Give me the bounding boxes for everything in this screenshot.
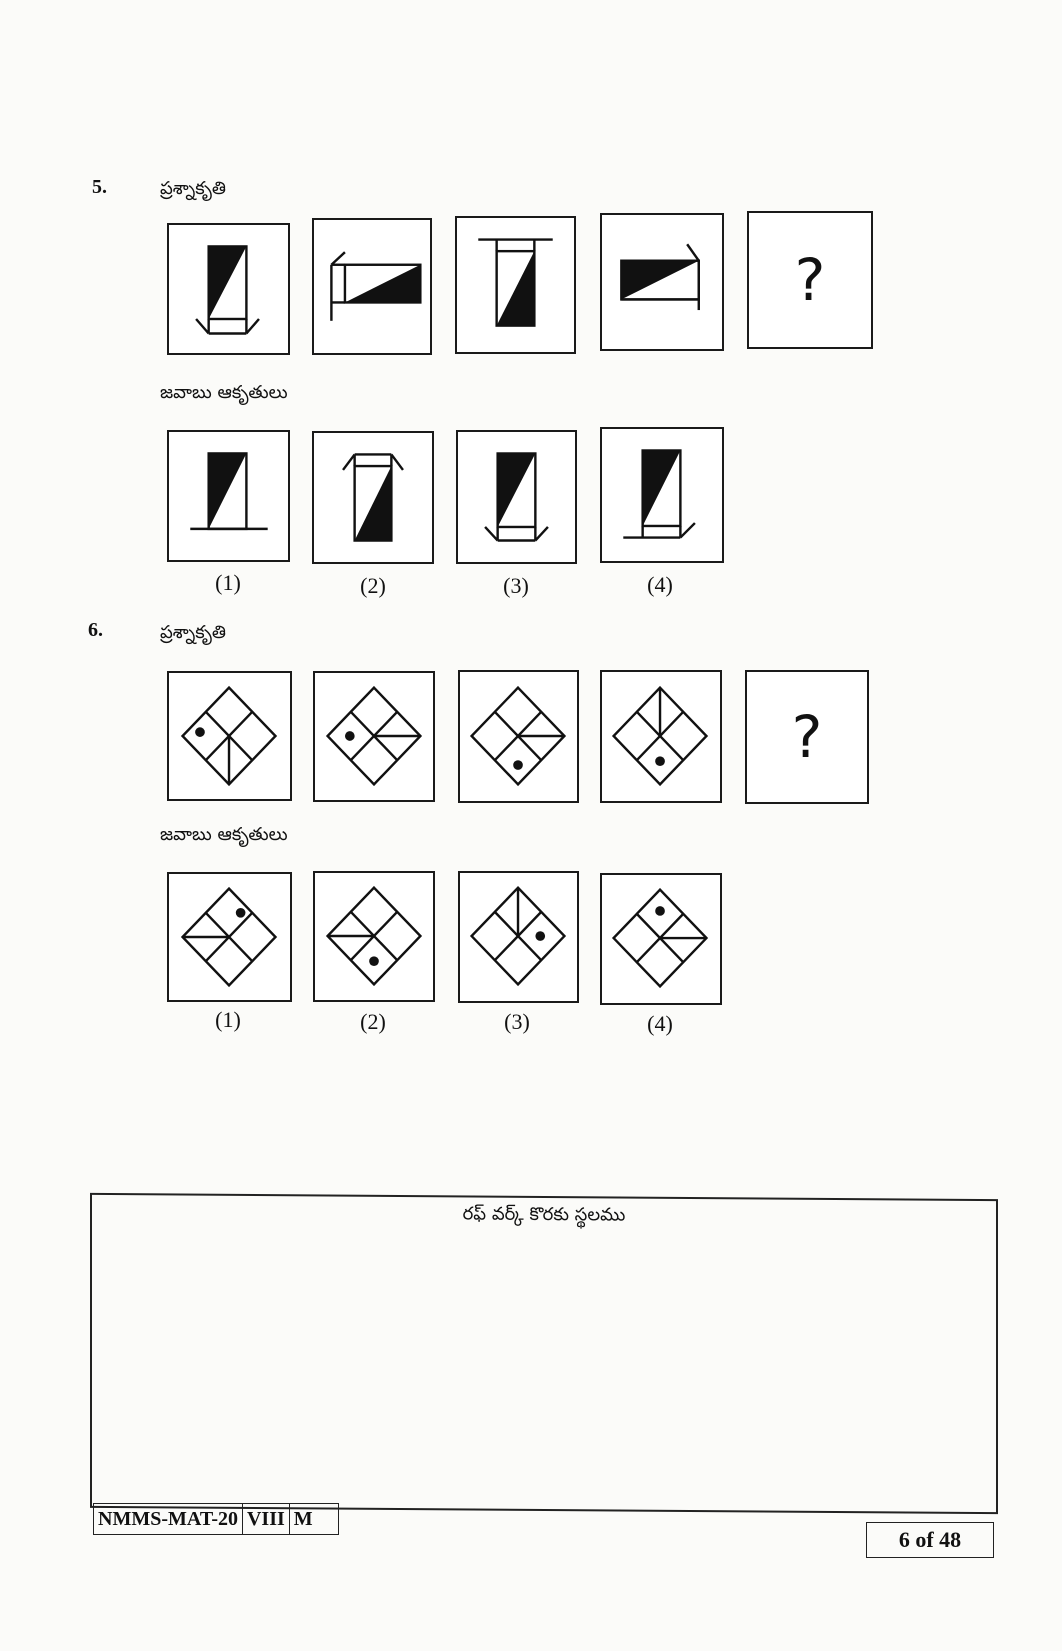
q5-answer-figure-2[interactable] bbox=[312, 431, 434, 564]
q5-option-1-label: (1) bbox=[215, 570, 241, 595]
q6-answer-figure-3[interactable] bbox=[458, 871, 579, 1003]
q5-problem-figure-2 bbox=[312, 218, 432, 355]
q5-problem-figure-1 bbox=[167, 223, 290, 355]
q6-question-mark-box bbox=[745, 670, 869, 804]
rough-work-area bbox=[90, 1193, 998, 1514]
question-6-answer-label: జవాబు ఆకృతులు bbox=[160, 824, 288, 845]
paper-code: NMMS-MAT-20 bbox=[94, 1504, 243, 1535]
q6-option-4-label: (4) bbox=[647, 1011, 673, 1036]
question-5-answer-label: జవాబు ఆకృతులు bbox=[160, 382, 288, 403]
page-number: 6 of 48 bbox=[866, 1522, 994, 1558]
paper-code-table bbox=[93, 1503, 339, 1535]
q5-answer-figure-3[interactable] bbox=[456, 430, 577, 564]
q5-answer-figure-4[interactable] bbox=[600, 427, 724, 563]
q6-problem-figure-4 bbox=[600, 670, 722, 803]
q5-option-2-label: (2) bbox=[360, 573, 386, 598]
q5-question-mark-box bbox=[747, 211, 873, 349]
q6-option-2-label: (2) bbox=[360, 1009, 386, 1034]
q6-answer-figure-1[interactable] bbox=[167, 872, 292, 1002]
question-6-number: 6. bbox=[88, 619, 103, 641]
q6-answer-figure-2[interactable] bbox=[313, 871, 435, 1002]
rough-work-title: రఫ్ వర్క్ కొరకు స్థలము bbox=[462, 1203, 626, 1226]
q5-answer-figure-1[interactable] bbox=[167, 430, 290, 562]
q6-answer-figure-4[interactable] bbox=[600, 873, 722, 1005]
question-6-problem-label: ప్రశ్నాకృతి bbox=[160, 622, 226, 643]
q5-option-3-label: (3) bbox=[503, 573, 529, 598]
q6-option-1-label: (1) bbox=[215, 1007, 241, 1032]
q6-problem-figure-1 bbox=[167, 671, 292, 801]
q5-problem-figure-4 bbox=[600, 213, 724, 351]
q5-problem-figure-3 bbox=[455, 216, 576, 354]
question-mark: ? bbox=[791, 703, 823, 771]
q5-option-4-label: (4) bbox=[647, 572, 673, 597]
q6-problem-figure-3 bbox=[458, 670, 579, 803]
class-code: VIII bbox=[242, 1504, 289, 1535]
question-mark: ? bbox=[794, 246, 826, 314]
q6-option-3-label: (3) bbox=[504, 1009, 530, 1034]
question-5-number: 5. bbox=[92, 176, 107, 198]
question-5-problem-label: ప్రశ్నాకృతి bbox=[160, 178, 226, 199]
medium-code: M bbox=[289, 1504, 338, 1535]
q6-problem-figure-2 bbox=[313, 671, 435, 802]
